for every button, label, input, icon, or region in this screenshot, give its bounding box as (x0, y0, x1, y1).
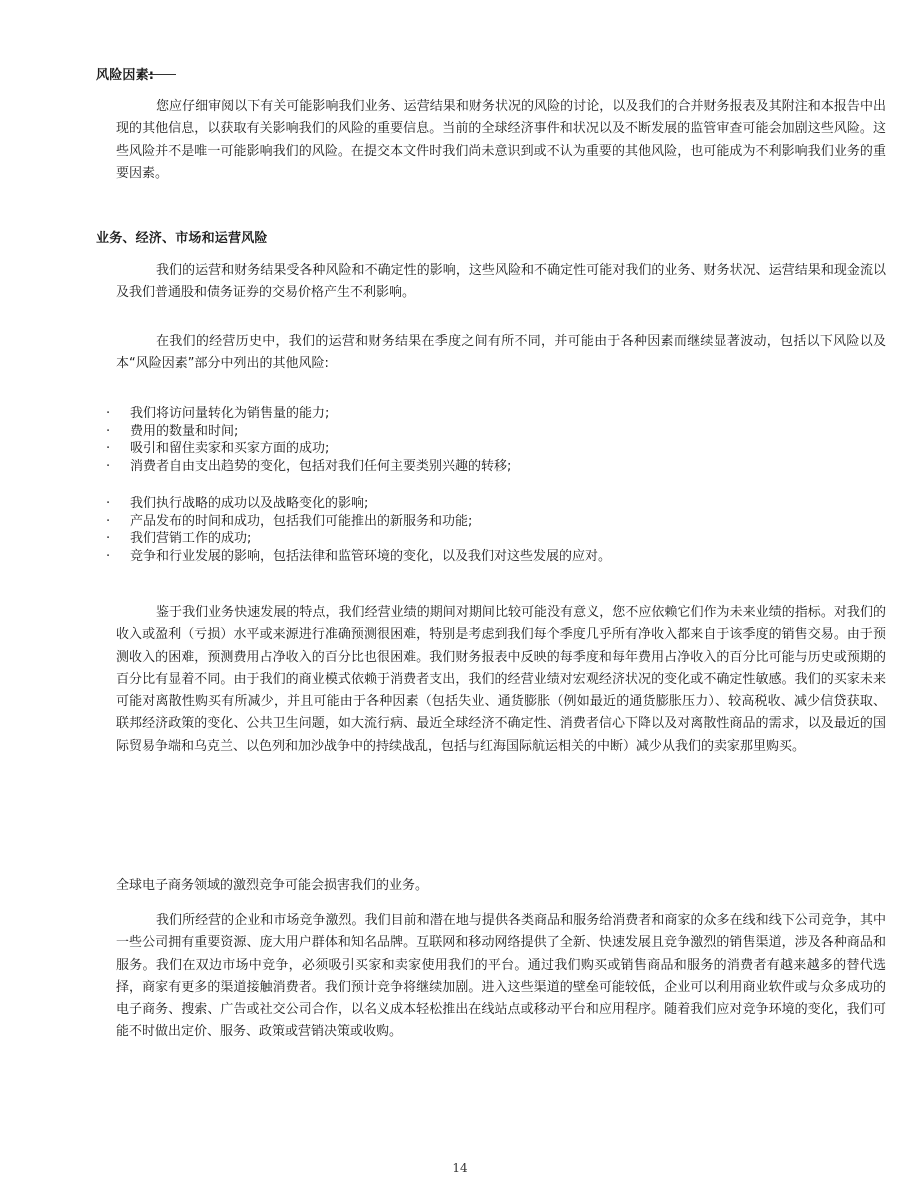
list-item-text: 竞争和行业发展的影响，包括法律和监管环境的变化，以及我们对这些发展的应对。 (130, 548, 612, 564)
business-risk-heading: 业务、经济、市场和运营风险 (96, 231, 268, 246)
list-item-text: 产品发布的时间和成功，包括我们可能推出的新服务和功能; (130, 513, 473, 529)
list-item (106, 495, 611, 513)
bullet-icon: · (106, 458, 111, 474)
business-risk-paragraph-1: 我们的运营和财务结果受各种风险和不确定性的影响，这些风险和不确定性可能对我们的业务、财务状况、运营结果和现金流以及我们普通股和债务证券的交易价格产生不利影响。 (116, 263, 886, 301)
risk-factors-heading-text: 风险因素: (96, 68, 155, 83)
risk-bullet-list-1 (106, 405, 511, 475)
heading-underline (148, 74, 176, 75)
bullet-icon: · (106, 531, 111, 546)
list-item-text: 我们营销工作的成功; (130, 531, 252, 546)
list-item (106, 513, 611, 531)
risk-bullet-list-2 (106, 495, 611, 565)
list-item-text: 我们执行战略的成功以及战略变化的影响; (130, 496, 369, 511)
risk-factors-heading (96, 64, 176, 83)
bullet-icon: · (106, 548, 111, 564)
list-item (106, 530, 611, 548)
list-item-text: 费用的数量和时间; (130, 423, 239, 439)
list-item (106, 458, 511, 476)
list-item (106, 405, 511, 423)
list-item-text: 吸引和留住卖家和买家方面的成功; (130, 441, 330, 456)
bullet-icon: · (106, 406, 111, 421)
bullet-icon: · (106, 441, 111, 456)
risk-factors-intro-paragraph: 您应仔细审阅以下有关可能影响我们业务、运营结果和财务状况的风险的讨论，以及我们的合并财务报表及其附注和本报告中出现的其他信息，以获取有关影响我们的风险的重要信息。当前的全球经济事件和状况以及不断发展的监管审查可能会加剧这些风险。这些风险并不是唯一可能影响我们的风险。在提交本文件时我们尚未意识到或不认为重要的其他风险，也可能成为不利影响我们业务的重要因素。 (116, 99, 886, 181)
list-item-text: 我们将访问量转化为销售量的能力; (130, 406, 330, 421)
competition-paragraph: 我们所经营的企业和市场竞争激烈。我们目前和潜在地与提供各类商品和服务给消费者和商家的众多在线和线下公司竞争，其中一些公司拥有重要资源、庞大用户群体和知名品牌。互联网和移动网络提供了全新、快速发展且竞争激烈的销售渠道，涉及各种商品和服务。我们在双边市场中竞争，必须吸引买家和卖家使用我们的平台。通过我们购买或销售商品和服务的消费者有越来越多的替代选择，商家有更多的渠道接触消费者。我们预计竞争将继续加剧。进入这些渠道的壁垒可能较低，企业可以利用商业软件或与众多成功的电子商务、搜索、广告或社交公司合作，以名义成本轻松推出在线站点或移动平台和应用程序。随着我们应对竞争环境的变化，我们可能不时做出定价、服务、政策或营销决策或收购。 (116, 913, 886, 1040)
bullet-icon: · (106, 496, 111, 511)
list-item (106, 440, 511, 458)
bullet-icon: · (106, 423, 111, 439)
competition-heading: 全球电子商务领域的激烈竞争可能会损害我们的业务。 (116, 878, 429, 893)
list-item (106, 423, 511, 441)
business-risk-paragraph-2: 在我们的经营历史中，我们的运营和财务结果在季度之间有所不同，并可能由于各种因素而继续显著波动，包括以下风险以及本“风险因素”部分中列出的其他风险: (116, 334, 886, 372)
list-item (106, 548, 611, 566)
business-risk-paragraph-3: 鉴于我们业务快速发展的特点，我们经营业绩的期间对期间比较可能没有意义，您不应依赖它们作为未来业绩的指标。对我们的收入或盈利（亏损）水平或来源进行准确预测很困难，特别是考虑到我们每个季度几乎所有净收入都来自于该季度的销售交易。由于预测收入的困难，预测费用占净收入的百分比也很困难。我们财务报表中反映的每季度和每年费用占净收入的百分比可能与历史或预期的百分比有显着不同。由于我们的商业模式依赖于消费者支出，我们的经营业绩对宏观经济状况的变化或不确定性敏感。我们的买家未来可能对离散性购买有所减少，并且可能由于各种因素（包括失业、通货膨胀（例如最近的通货膨胀压力）、较高税收、减少信贷获取、联邦经济政策的变化、公共卫生问题，如大流行病、最近全球经济不确定性、消费者信心下降以及对离散性商品的需求，以及最近的国际贸易争端和乌克兰、以色列和加沙战争中的持续战乱，包括与红海国际航运相关的中断）减少从我们的卖家那里购买。 (116, 605, 886, 754)
list-item-text: 消费者自由支出趋势的变化，包括对我们任何主要类别兴趣的转移; (130, 458, 512, 474)
page-number: 14 (452, 1161, 468, 1175)
bullet-icon: · (106, 513, 111, 529)
